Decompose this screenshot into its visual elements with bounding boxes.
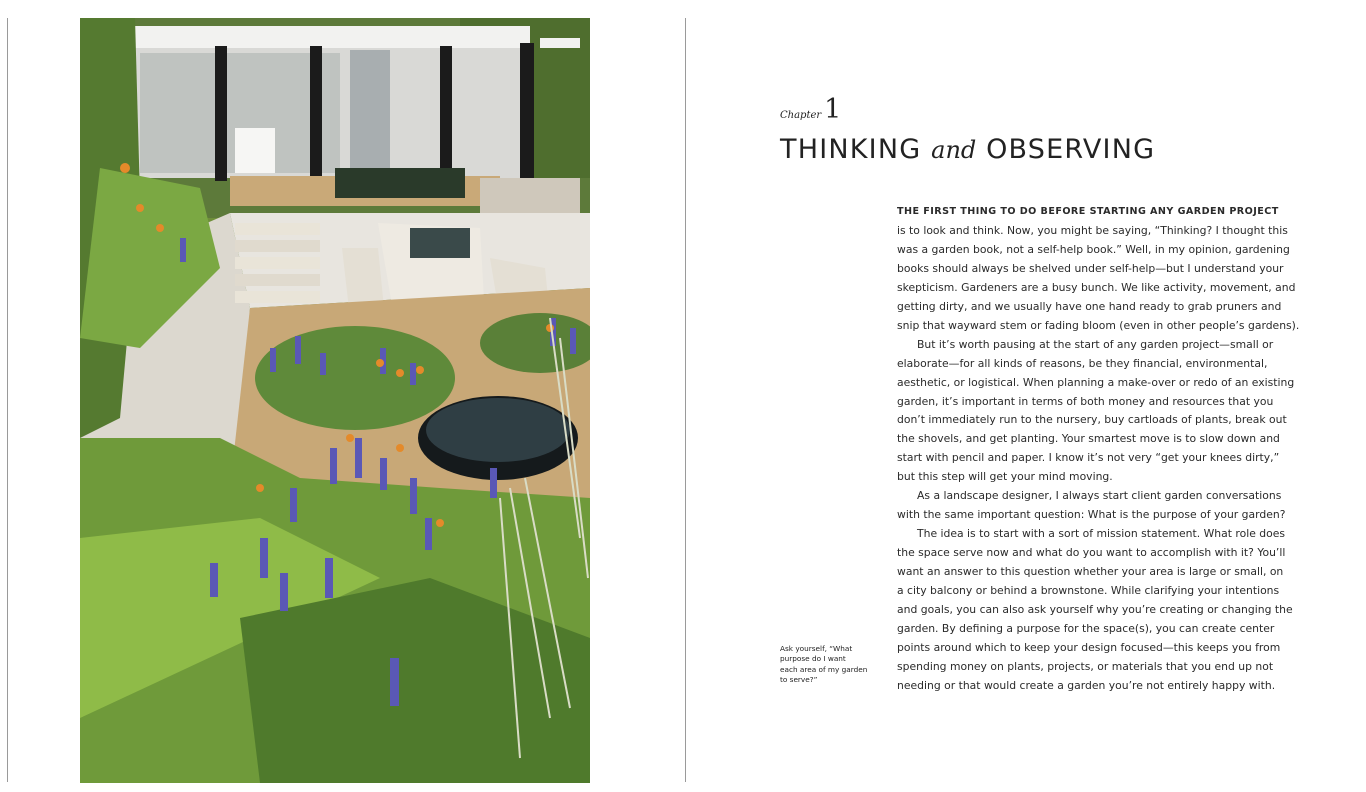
text-line: with the same important question: What is the purpose of your garden? — [897, 508, 1286, 522]
text-line: garden. By defining a purpose for the space(s), you can create center — [897, 621, 1275, 635]
margin-note-line: to serve?” — [780, 675, 818, 685]
text-line: elaborate—for all kinds of reasons, be they financial, environmental, — [897, 356, 1268, 370]
text-line: needing or that would create a garden you’re not entirely happy with. — [897, 678, 1276, 692]
text-line: is to look and think. Now, you might be saying, “Thinking? I thought this — [897, 223, 1288, 237]
text-line: As a landscape designer, I always start client garden conversations — [917, 489, 1282, 503]
text-line: garden, it’s important in terms of both money and resources that you — [897, 394, 1274, 408]
text-line: don’t immediately run to the nursery, buy cartloads of plants, break out — [897, 413, 1287, 427]
text-line: but this step will get your mind moving. — [897, 470, 1113, 484]
margin-note-line: Ask yourself, “What — [780, 644, 853, 653]
margin-note — [780, 644, 880, 686]
text-line: was a garden book, not a self-help book.” Well, in my opinion, gardening — [897, 242, 1290, 256]
chapter-title-and: and — [931, 136, 977, 164]
text-line: aesthetic, or logistical. When planning a make-over or redo of an existing — [897, 375, 1295, 389]
text-line: getting dirty, and we usually have one hand ready to grab pruners and — [897, 299, 1282, 313]
paragraph-4 — [897, 525, 1297, 696]
chapter-title-part2: OBSERVING — [986, 134, 1156, 165]
garden-photo — [80, 18, 590, 783]
chapter-number: 1 — [824, 94, 842, 125]
text-line: a city balcony or behind a brownstone. While clarifying your intentions — [897, 584, 1280, 598]
chapter-title-part1: THINKING — [780, 134, 922, 165]
text-line: want an answer to this question whether your area is large or small, on — [897, 565, 1284, 579]
body-text — [897, 203, 1300, 696]
text-line: points around which to keep your design focused—this keeps you from — [897, 640, 1281, 654]
margin-note-line: purpose do I want — [780, 654, 846, 664]
paragraph-2 — [897, 336, 1297, 488]
text-line: start with pencil and paper. I know it’s not very “get your knees dirty,” — [897, 451, 1280, 465]
chapter-number-line — [780, 94, 841, 124]
text-line: books should always be shelved under self-help—but I understand your — [897, 261, 1284, 275]
page-gutter — [685, 18, 686, 782]
paragraph-lead: THE FIRST THING TO DO BEFORE STARTING ANY GARDEN PROJECT — [897, 206, 1279, 217]
chapter-title — [780, 134, 1155, 174]
margin-note-line: each area of my garden — [780, 664, 868, 674]
chapter-label: Chapter — [780, 110, 822, 121]
paragraph-3 — [897, 487, 1297, 525]
text-line: the shovels, and get planting. Your smartest move is to slow down and — [897, 432, 1280, 446]
text-line: and goals, you can also ask yourself why you’re creating or changing the — [897, 603, 1293, 617]
paragraph-1 — [897, 203, 1300, 336]
text-line: But it’s worth pausing at the start of any garden project—small or — [917, 337, 1274, 351]
text-line: skepticism. Gardeners are a busy bunch. We like activity, movement, and — [897, 280, 1296, 294]
text-line: snip that wayward stem or fading bloom (even in other people’s gardens). — [897, 318, 1300, 332]
text-line: spending money on plants, projects, or materials that you end up not — [897, 659, 1274, 673]
text-line: the space serve now and what do you want to accomplish with it? You’ll — [897, 546, 1286, 560]
text-line: The idea is to start with a sort of mission statement. What role does — [917, 527, 1286, 541]
page-edge-left — [7, 18, 8, 782]
